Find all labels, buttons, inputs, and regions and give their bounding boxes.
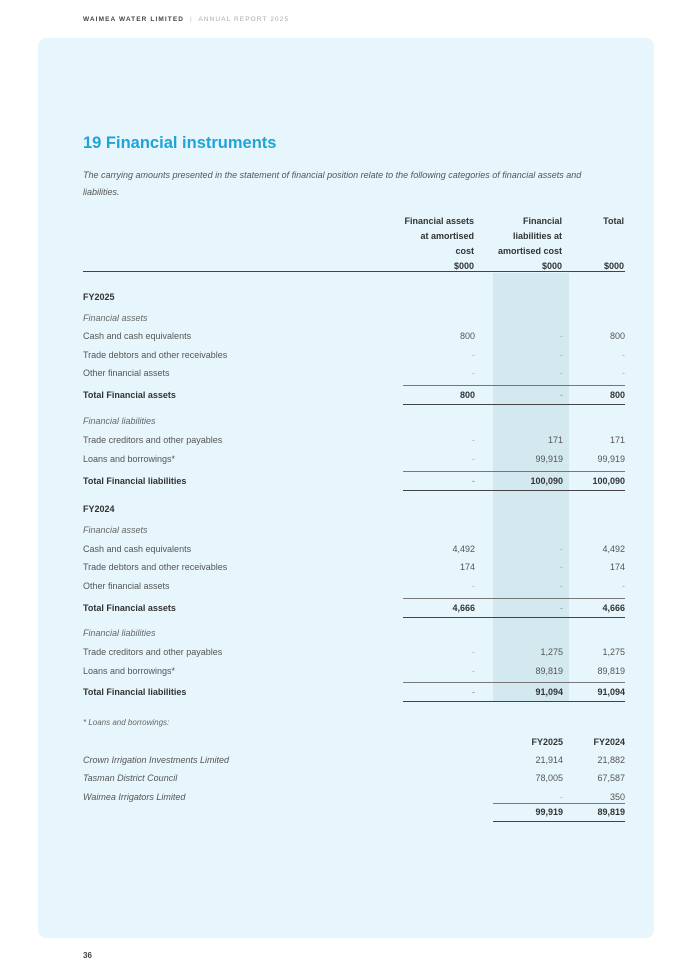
value-assets-amortised: - [472, 454, 475, 464]
value-liabilities-amortised: 171 [547, 435, 563, 445]
total-row [83, 603, 625, 617]
row-label: FY2025 [83, 292, 115, 302]
value-total: 1,275 [602, 647, 625, 657]
loans-total-row [83, 807, 625, 821]
company-name: WAIMEA WATER LIMITED [83, 16, 185, 23]
row-label: Total Financial assets [83, 603, 176, 613]
value-total: 91,094 [597, 687, 625, 697]
table-rule [493, 821, 625, 822]
table-row [83, 454, 625, 468]
value-fy2025: 21,914 [535, 755, 563, 765]
row-label: Total Financial liabilities [83, 476, 187, 486]
category-heading [83, 525, 625, 539]
row-label: Financial liabilities [83, 416, 156, 426]
value-assets-amortised: - [472, 581, 475, 591]
column-header-assets-amortised [404, 214, 474, 274]
header-separator: | [189, 16, 193, 23]
row-label: Financial assets [83, 313, 148, 323]
table-rule [403, 617, 625, 618]
value-assets-amortised: - [472, 666, 475, 676]
row-label: Trade creditors and other payables [83, 647, 223, 657]
value-total: 100,090 [592, 476, 625, 486]
column-header-total [603, 214, 624, 274]
value-total: 174 [609, 562, 625, 572]
page-header [83, 16, 289, 23]
row-label: Total Financial assets [83, 390, 176, 400]
row-label: Cash and cash equivalents [83, 544, 192, 554]
value-fy2024: 350 [609, 792, 625, 802]
value-assets-amortised: 174 [459, 562, 475, 572]
header-line: cost [455, 246, 474, 256]
value-assets-amortised: - [472, 350, 475, 360]
table-row [83, 581, 625, 595]
row-label: Crown Irrigation Investments Limited [83, 755, 230, 765]
value-assets-amortised: - [472, 435, 475, 445]
value-total: 89,819 [597, 666, 625, 676]
table-rule [493, 803, 625, 804]
table-rule [403, 471, 625, 472]
header-line: at amortised [420, 231, 474, 241]
table-rule [403, 404, 625, 405]
lender-row [83, 773, 625, 787]
value-fy2025: 78,005 [535, 773, 563, 783]
total-row [83, 687, 625, 701]
value-liabilities-amortised: - [560, 562, 563, 572]
value-liabilities-amortised: - [560, 603, 563, 613]
row-label: Other financial assets [83, 368, 170, 378]
table-row [83, 435, 625, 449]
value-liabilities-amortised: - [560, 368, 563, 378]
table-row [83, 666, 625, 680]
column-header-liabilities-amortised [498, 214, 562, 274]
value-total: 4,492 [602, 544, 625, 554]
row-label: Tasman District Council [83, 773, 178, 783]
total-row [83, 390, 625, 404]
header-line: liabilities at [512, 231, 562, 241]
row-label: Loans and borrowings* [83, 454, 176, 464]
total-row [83, 476, 625, 490]
value-liabilities-amortised: 1,275 [540, 647, 563, 657]
fiscal-year-heading [83, 292, 625, 306]
table-rule [403, 598, 625, 599]
row-label: Other financial assets [83, 581, 170, 591]
value-liabilities-amortised: - [560, 331, 563, 341]
table-rule [403, 701, 625, 702]
value-total: 800 [609, 331, 625, 341]
row-label: Waimea Irrigators Limited [83, 792, 186, 802]
value-total: 4,666 [602, 603, 625, 613]
value-assets-amortised: 4,666 [452, 603, 475, 613]
column-header-fy2024: FY2024 [593, 737, 625, 747]
value-assets-amortised: 800 [459, 390, 475, 400]
value-liabilities-amortised: 89,819 [535, 666, 563, 676]
header-line: Total [603, 216, 624, 226]
value-liabilities-amortised: 91,094 [535, 687, 563, 697]
value-total: - [622, 368, 625, 378]
value-total: - [622, 350, 625, 360]
value-total: 171 [609, 435, 625, 445]
header-line: $000 [453, 261, 474, 271]
table-row [83, 368, 625, 382]
value-liabilities-amortised: 100,090 [530, 476, 563, 486]
page-number: 36 [83, 951, 92, 960]
table-rule [83, 271, 625, 272]
table-row [83, 350, 625, 364]
category-heading [83, 313, 625, 327]
loans-header-row [83, 737, 625, 751]
category-heading [83, 416, 625, 430]
row-label: Total Financial liabilities [83, 687, 187, 697]
value-assets-amortised: - [472, 647, 475, 657]
lender-row [83, 755, 625, 769]
row-label: Financial assets [83, 525, 148, 535]
value-total: 99,919 [597, 454, 625, 464]
value-assets-amortised: 800 [459, 331, 475, 341]
row-label: Financial liabilities [83, 628, 156, 638]
header-line: $000 [541, 261, 562, 271]
value-assets-amortised: - [472, 368, 475, 378]
table-row [83, 562, 625, 576]
value-fy2024: 21,882 [597, 755, 625, 765]
value-liabilities-amortised: - [560, 350, 563, 360]
header-line: Financial [522, 216, 562, 226]
table-row [83, 544, 625, 558]
value-assets-amortised: - [472, 687, 475, 697]
value-assets-amortised: - [472, 476, 475, 486]
header-line: amortised cost [497, 246, 562, 256]
row-label: Loans and borrowings* [83, 666, 176, 676]
total-fy2024: 89,819 [597, 807, 625, 817]
table-row [83, 331, 625, 345]
table-rule [403, 385, 625, 386]
header-line: Financial assets [404, 216, 474, 226]
value-total: - [622, 581, 625, 591]
value-fy2024: 67,587 [597, 773, 625, 783]
loans-note [83, 718, 625, 732]
section-intro: The carrying amounts presented in the statement of financial position relate to the following categories of financial assets and liabilities. [83, 170, 582, 197]
section-title: 19 Financial instruments [83, 134, 277, 152]
row-label: Trade debtors and other receivables [83, 562, 228, 572]
value-fy2025: - [560, 792, 563, 802]
column-header-fy2025: FY2025 [531, 737, 563, 747]
row-label: FY2024 [83, 504, 115, 514]
row-label: * Loans and borrowings: [83, 718, 170, 727]
value-total: 800 [609, 390, 625, 400]
table-rule [403, 682, 625, 683]
report-name: ANNUAL REPORT 2025 [198, 16, 290, 23]
category-heading [83, 628, 625, 642]
row-label: Trade debtors and other receivables [83, 350, 228, 360]
table-rule [403, 490, 625, 491]
value-liabilities-amortised: - [560, 544, 563, 554]
value-liabilities-amortised: - [560, 390, 563, 400]
header-line: $000 [603, 261, 624, 271]
row-label: Trade creditors and other payables [83, 435, 223, 445]
total-fy2025: 99,919 [535, 807, 563, 817]
fiscal-year-heading [83, 504, 625, 518]
row-label: Cash and cash equivalents [83, 331, 192, 341]
value-liabilities-amortised: - [560, 581, 563, 591]
value-liabilities-amortised: 99,919 [535, 454, 563, 464]
value-assets-amortised: 4,492 [452, 544, 475, 554]
table-row [83, 647, 625, 661]
